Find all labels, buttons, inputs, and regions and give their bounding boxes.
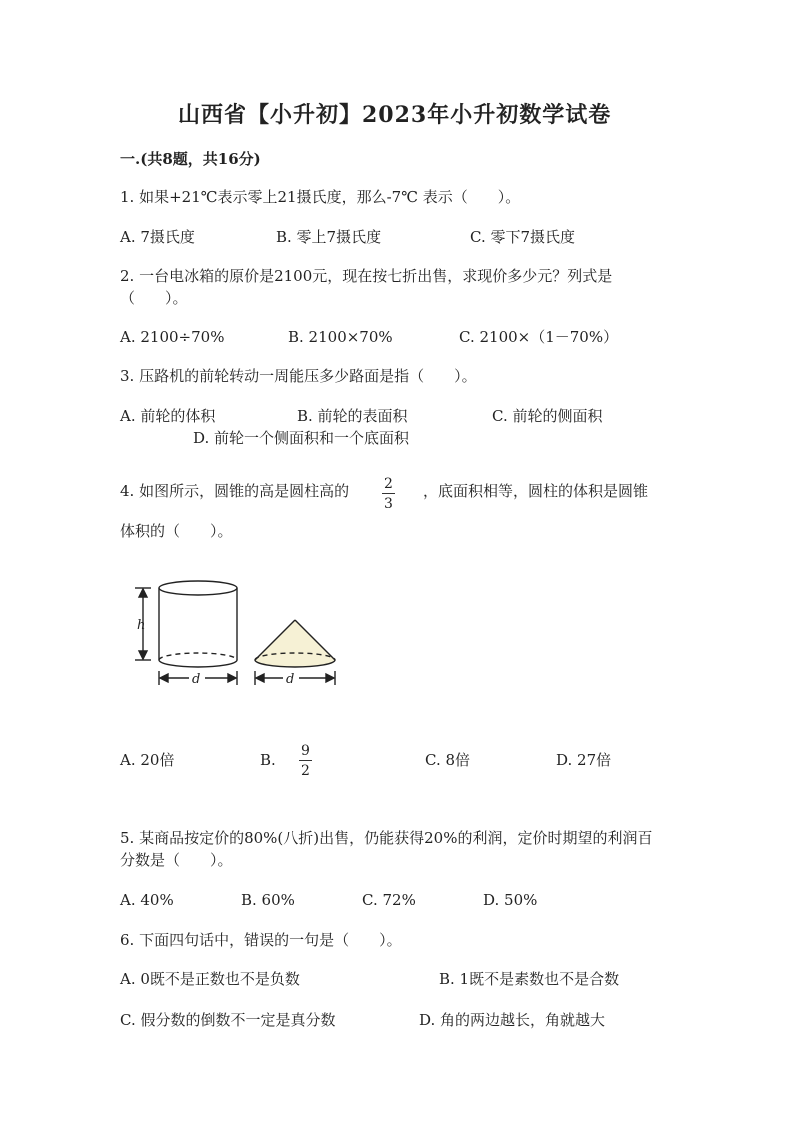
question-3-stem: 3. 压路机的前轮转动一周能压多少路面是指（ ）。: [120, 367, 477, 385]
question-4-stem-pre: 4. 如图所示，圆锥的高是圆柱高的: [120, 482, 350, 500]
fraction-denominator: 3: [384, 496, 393, 512]
question-4-stem-line2: 体积的（ ）。: [120, 522, 233, 540]
cylinder-cone-figure: [115, 575, 345, 695]
question-5-option-b[interactable]: B. 60%: [241, 891, 295, 909]
fraction-nine-halves[interactable]: [298, 744, 313, 778]
question-1-option-b[interactable]: B. 零上7摄氏度: [276, 228, 382, 246]
question-2-stem-line1: 2. 一台电冰箱的原价是2100元，现在按七折出售，求现价多少元？列式是: [120, 267, 613, 285]
question-2-stem-line2: （ ）。: [120, 289, 188, 307]
question-4-stem-post: ，底面积相等，圆柱的体积是圆锥: [423, 482, 649, 500]
question-6-option-a[interactable]: A. 0既不是正数也不是负数: [120, 970, 300, 988]
fraction-numerator: 9: [301, 743, 310, 759]
question-3-option-a[interactable]: A. 前轮的体积: [120, 407, 216, 425]
question-1-option-c[interactable]: C. 零下7摄氏度: [470, 228, 576, 246]
section-heading: 一.(共8题，共16分): [120, 150, 261, 168]
cone-shape: [255, 620, 335, 667]
question-6-option-b[interactable]: B. 1既不是素数也不是合数: [439, 970, 620, 988]
height-label: h: [137, 618, 146, 633]
question-2-option-b[interactable]: B. 2100×70%: [288, 328, 393, 346]
question-4-option-d[interactable]: D. 27倍: [556, 751, 612, 769]
question-3-option-d[interactable]: D. 前轮一个侧面积和一个底面积: [193, 429, 410, 447]
question-3-option-c[interactable]: C. 前轮的侧面积: [492, 407, 603, 425]
question-4-option-a[interactable]: A. 20倍: [120, 751, 175, 769]
question-3-option-b[interactable]: B. 前轮的表面积: [297, 407, 408, 425]
question-4-option-c[interactable]: C. 8倍: [425, 751, 471, 769]
question-5-option-c[interactable]: C. 72%: [362, 891, 416, 909]
page-title: 山西省【小升初】2023年小升初数学试卷: [178, 102, 612, 128]
question-2-option-c[interactable]: C. 2100×（1－70%）: [459, 328, 619, 346]
question-4-option-b-label[interactable]: B.: [260, 751, 276, 769]
cone-diameter-label: d: [286, 672, 295, 687]
question-5-stem-line2: 分数是（ ）。: [120, 851, 233, 869]
cylinder-shape: [159, 581, 237, 667]
fraction-denominator: 2: [301, 763, 310, 779]
question-5-option-d[interactable]: D. 50%: [483, 891, 538, 909]
fraction-two-thirds: [381, 477, 396, 511]
question-1-option-a[interactable]: A. 7摄氏度: [120, 228, 195, 246]
question-2-option-a[interactable]: A. 2100÷70%: [120, 328, 225, 346]
fraction-numerator: 2: [384, 476, 393, 492]
question-1-stem: 1. 如果+21℃表示零上21摄氏度，那么-7℃ 表示（ ）。: [120, 188, 521, 206]
cylinder-diameter-label: d: [192, 672, 201, 687]
question-6-option-c[interactable]: C. 假分数的倒数不一定是真分数: [120, 1011, 336, 1029]
question-6-stem: 6. 下面四句话中，错误的一句是（ ）。: [120, 931, 402, 949]
question-5-option-a[interactable]: A. 40%: [120, 891, 174, 909]
question-6-option-d[interactable]: D. 角的两边越长，角就越大: [419, 1011, 606, 1029]
question-5-stem-line1: 5. 某商品按定价的80%(八折)出售，仍能获得20%的利润，定价时期望的利润百: [120, 829, 653, 847]
